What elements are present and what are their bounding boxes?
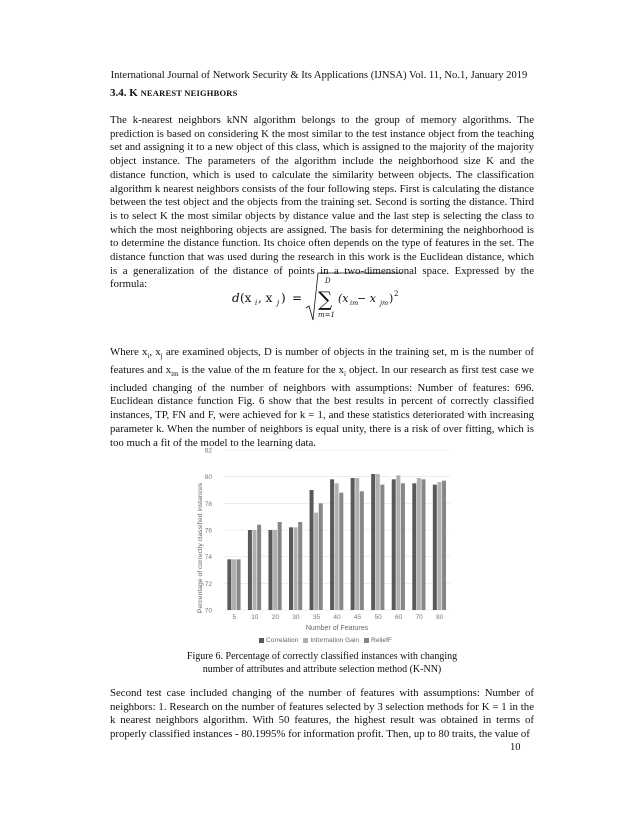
x-tick-label: 20 <box>271 614 279 621</box>
bar-relieff <box>278 522 282 610</box>
bar-correlation <box>310 490 314 610</box>
x-tick-label: 50 <box>374 614 382 621</box>
bar-information-gain <box>437 482 441 610</box>
bar-correlation <box>371 474 375 610</box>
chart-legend <box>188 637 458 644</box>
formula-lhs-j: j <box>277 299 280 307</box>
legend-swatch <box>364 638 369 643</box>
formula-term-minus: − x <box>357 292 376 305</box>
formula-power: 2 <box>394 290 399 298</box>
p2-text-c: are examined objects, D is number of objects in the training set, m is the number of features and x <box>110 346 534 376</box>
section-number: 3.4. <box>110 87 127 99</box>
bar-information-gain <box>273 530 277 610</box>
section-heading <box>110 87 238 99</box>
x-tick-label: 5 <box>232 614 237 621</box>
x-tick-label: 80 <box>436 614 444 621</box>
legend-label: Information Gain <box>310 637 360 644</box>
formula-term-close: ) <box>389 292 394 305</box>
bar-correlation <box>351 478 355 610</box>
y-tick-label: 74 <box>204 554 212 562</box>
x-tick-label: 35 <box>312 614 321 621</box>
formula-lhs-i: i <box>255 299 258 307</box>
p2-sub-i: i <box>147 352 150 361</box>
paragraph-second-test: Second test case included changing of the number of features with assumptions: Number of neighbors: 1. Research on the number of features selected by 3 selection methods for K = 1 in the k nearest neighbors algorithm. With 50 features, the highest result was obtained in terms of properly classified instances - 80.1995% for information profit. Then, up to 80 traits, the value of <box>110 687 534 741</box>
bar-correlation <box>412 483 416 610</box>
y-axis-label: Percentage of correctly classified instances <box>197 482 204 614</box>
bar-information-gain <box>232 559 236 610</box>
x-tick-label: 70 <box>415 614 423 621</box>
bar-correlation <box>248 530 252 610</box>
p2-sub-j: j <box>160 352 163 361</box>
legend-swatch <box>303 638 308 643</box>
formula-svg <box>232 272 402 322</box>
bar-information-gain <box>253 530 257 610</box>
formula-lhs-open: (x <box>240 291 252 305</box>
x-axis-label: Number of Features <box>305 625 369 632</box>
y-tick-label: 82 <box>204 447 212 455</box>
bar-information-gain <box>294 527 298 610</box>
formula-d: d <box>232 291 240 305</box>
bar-information-gain <box>396 475 400 610</box>
bar-relieff <box>298 522 302 610</box>
sum-lower-limit: m=1 <box>318 311 335 319</box>
x-tick-label: 60 <box>395 614 403 621</box>
formula-term-open: (x <box>338 292 349 305</box>
x-tick-label: 30 <box>292 614 300 621</box>
bar-relieff <box>442 481 446 610</box>
euclidean-distance-formula <box>232 272 402 322</box>
bar-information-gain <box>355 478 359 610</box>
bar-information-gain <box>376 474 380 610</box>
y-tick-label: 72 <box>204 580 212 588</box>
caption-line-2: number of attributes and attribute selection method (K-NN) <box>202 663 442 675</box>
y-tick-label: 76 <box>204 527 212 535</box>
bar-relieff <box>380 485 384 610</box>
bar-correlation <box>392 479 396 610</box>
x-tick-label: 10 <box>251 614 259 621</box>
y-tick-label: 70 <box>204 607 212 615</box>
formula-term-im: im <box>350 299 359 307</box>
legend-label: ReliefF <box>371 637 392 644</box>
bar-information-gain <box>335 483 339 610</box>
p2-sub-i2: i <box>344 370 346 379</box>
paragraph-variables <box>110 346 534 450</box>
x-tick-label: 40 <box>333 614 341 621</box>
bar-information-gain <box>314 513 318 610</box>
x-tick-label: 45 <box>353 614 362 621</box>
sum-symbol: ∑ <box>318 287 333 311</box>
bar-correlation <box>433 485 437 610</box>
section-title-rest: NEAREST NEIGHBORS <box>140 88 238 98</box>
legend-swatch <box>259 638 264 643</box>
formula-lhs-comma: , x <box>258 291 273 305</box>
formula-equals: = <box>292 291 303 305</box>
p2-text-a: Where x <box>110 346 148 358</box>
legend-label: Correlation <box>266 637 299 644</box>
section-title-k: K <box>129 87 138 99</box>
sum-upper-limit: D <box>325 277 331 285</box>
p2-text-d: is the value of the m feature for the x <box>178 363 345 376</box>
bar-correlation <box>330 479 334 610</box>
page-number: 10 <box>510 742 521 753</box>
bar-relieff <box>319 503 323 610</box>
bar-chart-svg <box>188 440 458 635</box>
bar-relieff <box>237 559 241 610</box>
figure-6-chart <box>188 440 458 655</box>
bar-relieff <box>421 479 425 610</box>
p2-text-b: , x <box>149 346 161 358</box>
bar-relieff <box>401 483 405 610</box>
bar-relieff <box>339 493 343 610</box>
running-head: International Journal of Network Security & Its Applications (IJNSA) Vol. 11, No.1, January 2019 <box>110 70 528 81</box>
bar-relieff <box>360 491 364 610</box>
paragraph-knn-intro: The k-nearest neighbors kNN algorithm belongs to the group of memory algorithms. The prediction is based on considering K the most similar to the test instance object from the teaching set and assigning it to a new object of this class, which is assigned to the majority of the majority object instance. The parameters of the algorithm include the neighborhood size K and the distance function, which is used to calculate the similarity between objects. The classification algorithm k nearest neighbors consists of the four following steps. First is calculating the distance between the test object and the objects from the training set. Second is sorting the distance. Third is to select K the most similar objects by distance value and the last step is selecting the class to which the most neighboring objects are assigned. The basis for determining the neighborhood is to determine the distance function. Its choice often depends on the type of features in the set. The distance function that was used during the research in this work is the Euclidean distance, which is a generalization of the distance of points in a two-dimensional space. Expressed by the formula: <box>110 114 534 291</box>
formula-lhs-close: ) <box>281 291 286 305</box>
bar-correlation <box>289 527 293 610</box>
bar-relieff <box>257 525 261 610</box>
bar-correlation <box>268 530 272 610</box>
formula-term-jm: jm <box>380 299 389 307</box>
y-tick-label: 80 <box>204 474 212 482</box>
y-tick-label: 78 <box>204 500 212 508</box>
figure-caption <box>110 651 534 676</box>
bar-information-gain <box>417 478 421 610</box>
caption-line-1: Figure 6. Percentage of correctly classified instances with changing <box>186 651 458 662</box>
p2-text-e: object. In our research as first test case we included changing of the number of neighbors with assumptions: Number of features: 696. Euclidean distance function Fig. 6 show that the best results in percent of correctly classified instances, TP, FN and F, were achieved for k = 1, and these statistics deteriorated with increasing parameter k. When the number of neighbors is equal unity, there is a risk of over fitting, which is too much a fit of the model to the learning data. <box>110 363 534 449</box>
p2-sub-im: im <box>171 370 179 379</box>
bar-correlation <box>227 559 231 610</box>
